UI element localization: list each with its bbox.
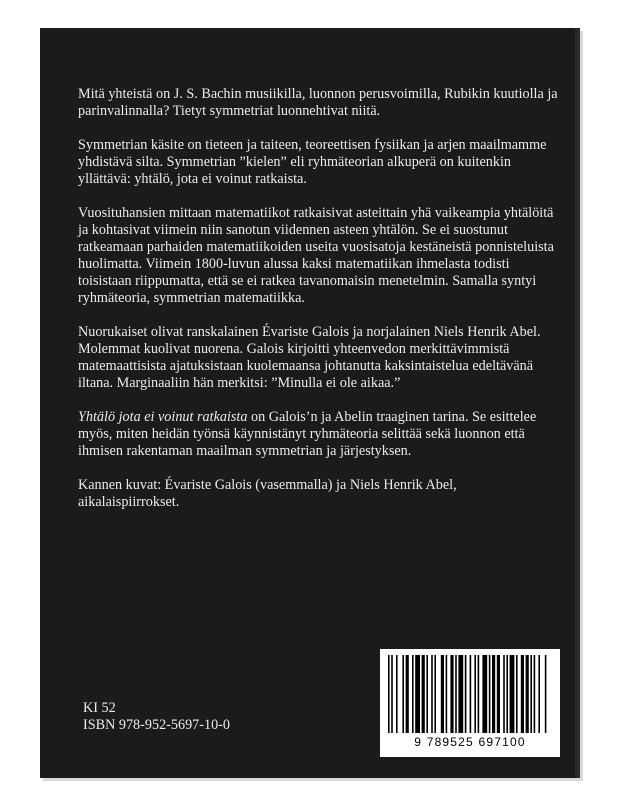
blurb-paragraph-3: Vuosituhansien mittaan matematiikot ratkaisivat asteittain yhä vaikeampia yhtälöitä ja kohtasivat viimein niin sanotun viidennen asteen yhtälön. Se ei suostunut ratkeamaan parhaiden matematiikoiden useita vuosisatoja kestäneistä ponnisteluista huolimatta. Viimein 1800-luvun alussa kaksi matematiikan ihmelasta todisti toisistaan riippumatta, että se ei ratkea tavanomaisin menetelmin. Samalla syntyi ryhmäteoria, symmetrian matematiikka. (78, 205, 554, 306)
cover-edge (575, 28, 580, 778)
barcode-digits: 9 789525 697100 (414, 735, 526, 749)
blurb-paragraph-2: Symmetrian käsite on tieteen ja taiteen, teoreettisen fysiikan ja arjen maailmamme yhdistävä silta. Symmetrian ”kielen” eli ryhmäteorian alkuperä on kuitenkin yllättävä: yhtälö, jota ei voinut ratkaista. (78, 137, 547, 187)
blurb-paragraph-5 (78, 409, 558, 460)
isbn-text: ISBN 978-952-5697-10-0 (83, 717, 230, 733)
blurb-paragraph-5-text: on Galois’n ja Abelin traaginen tarina. Se esittelee myös, miten heidän työnsä käynnistänyt ryhmäteoria selittää sekä luonnon että ihmisen rakentaman maailman symmetrian ja järjestyksen. (78, 409, 537, 459)
book-title-italic: Yhtälö jota ei voinut ratkaista (78, 409, 248, 425)
barcode-label (380, 649, 560, 757)
blurb-paragraph-1: Mitä yhteistä on J. S. Bachin musiikilla, luonnon perusvoimilla, Rubikin kuutiolla ja parinvalinnalla? Tietyt symmetriat luonnehtivat niitä. (78, 86, 558, 119)
class-code: KI 52 (83, 700, 116, 716)
blurb-text (78, 86, 558, 528)
blurb-paragraph-4: Nuorukaiset olivat ranskalainen Évariste Galois ja norjalainen Niels Henrik Abel. Molemmat kuolivat nuorena. Galois kirjoitti yhteenvedon merkittävimmistä matemaattisista ajatuksistaan kuolemaansa johtanutta kaksintaistelua edeltävänä iltana. Marginaaliin hän merkitsi: ”Minulla ei ole aikaa.” (78, 324, 541, 391)
cover-image-credits: Kannen kuvat: Évariste Galois (vasemmalla) ja Niels Henrik Abel, aikalaispiirrokset. (78, 477, 457, 510)
barcode-bars (388, 655, 552, 733)
publication-info (83, 700, 230, 734)
